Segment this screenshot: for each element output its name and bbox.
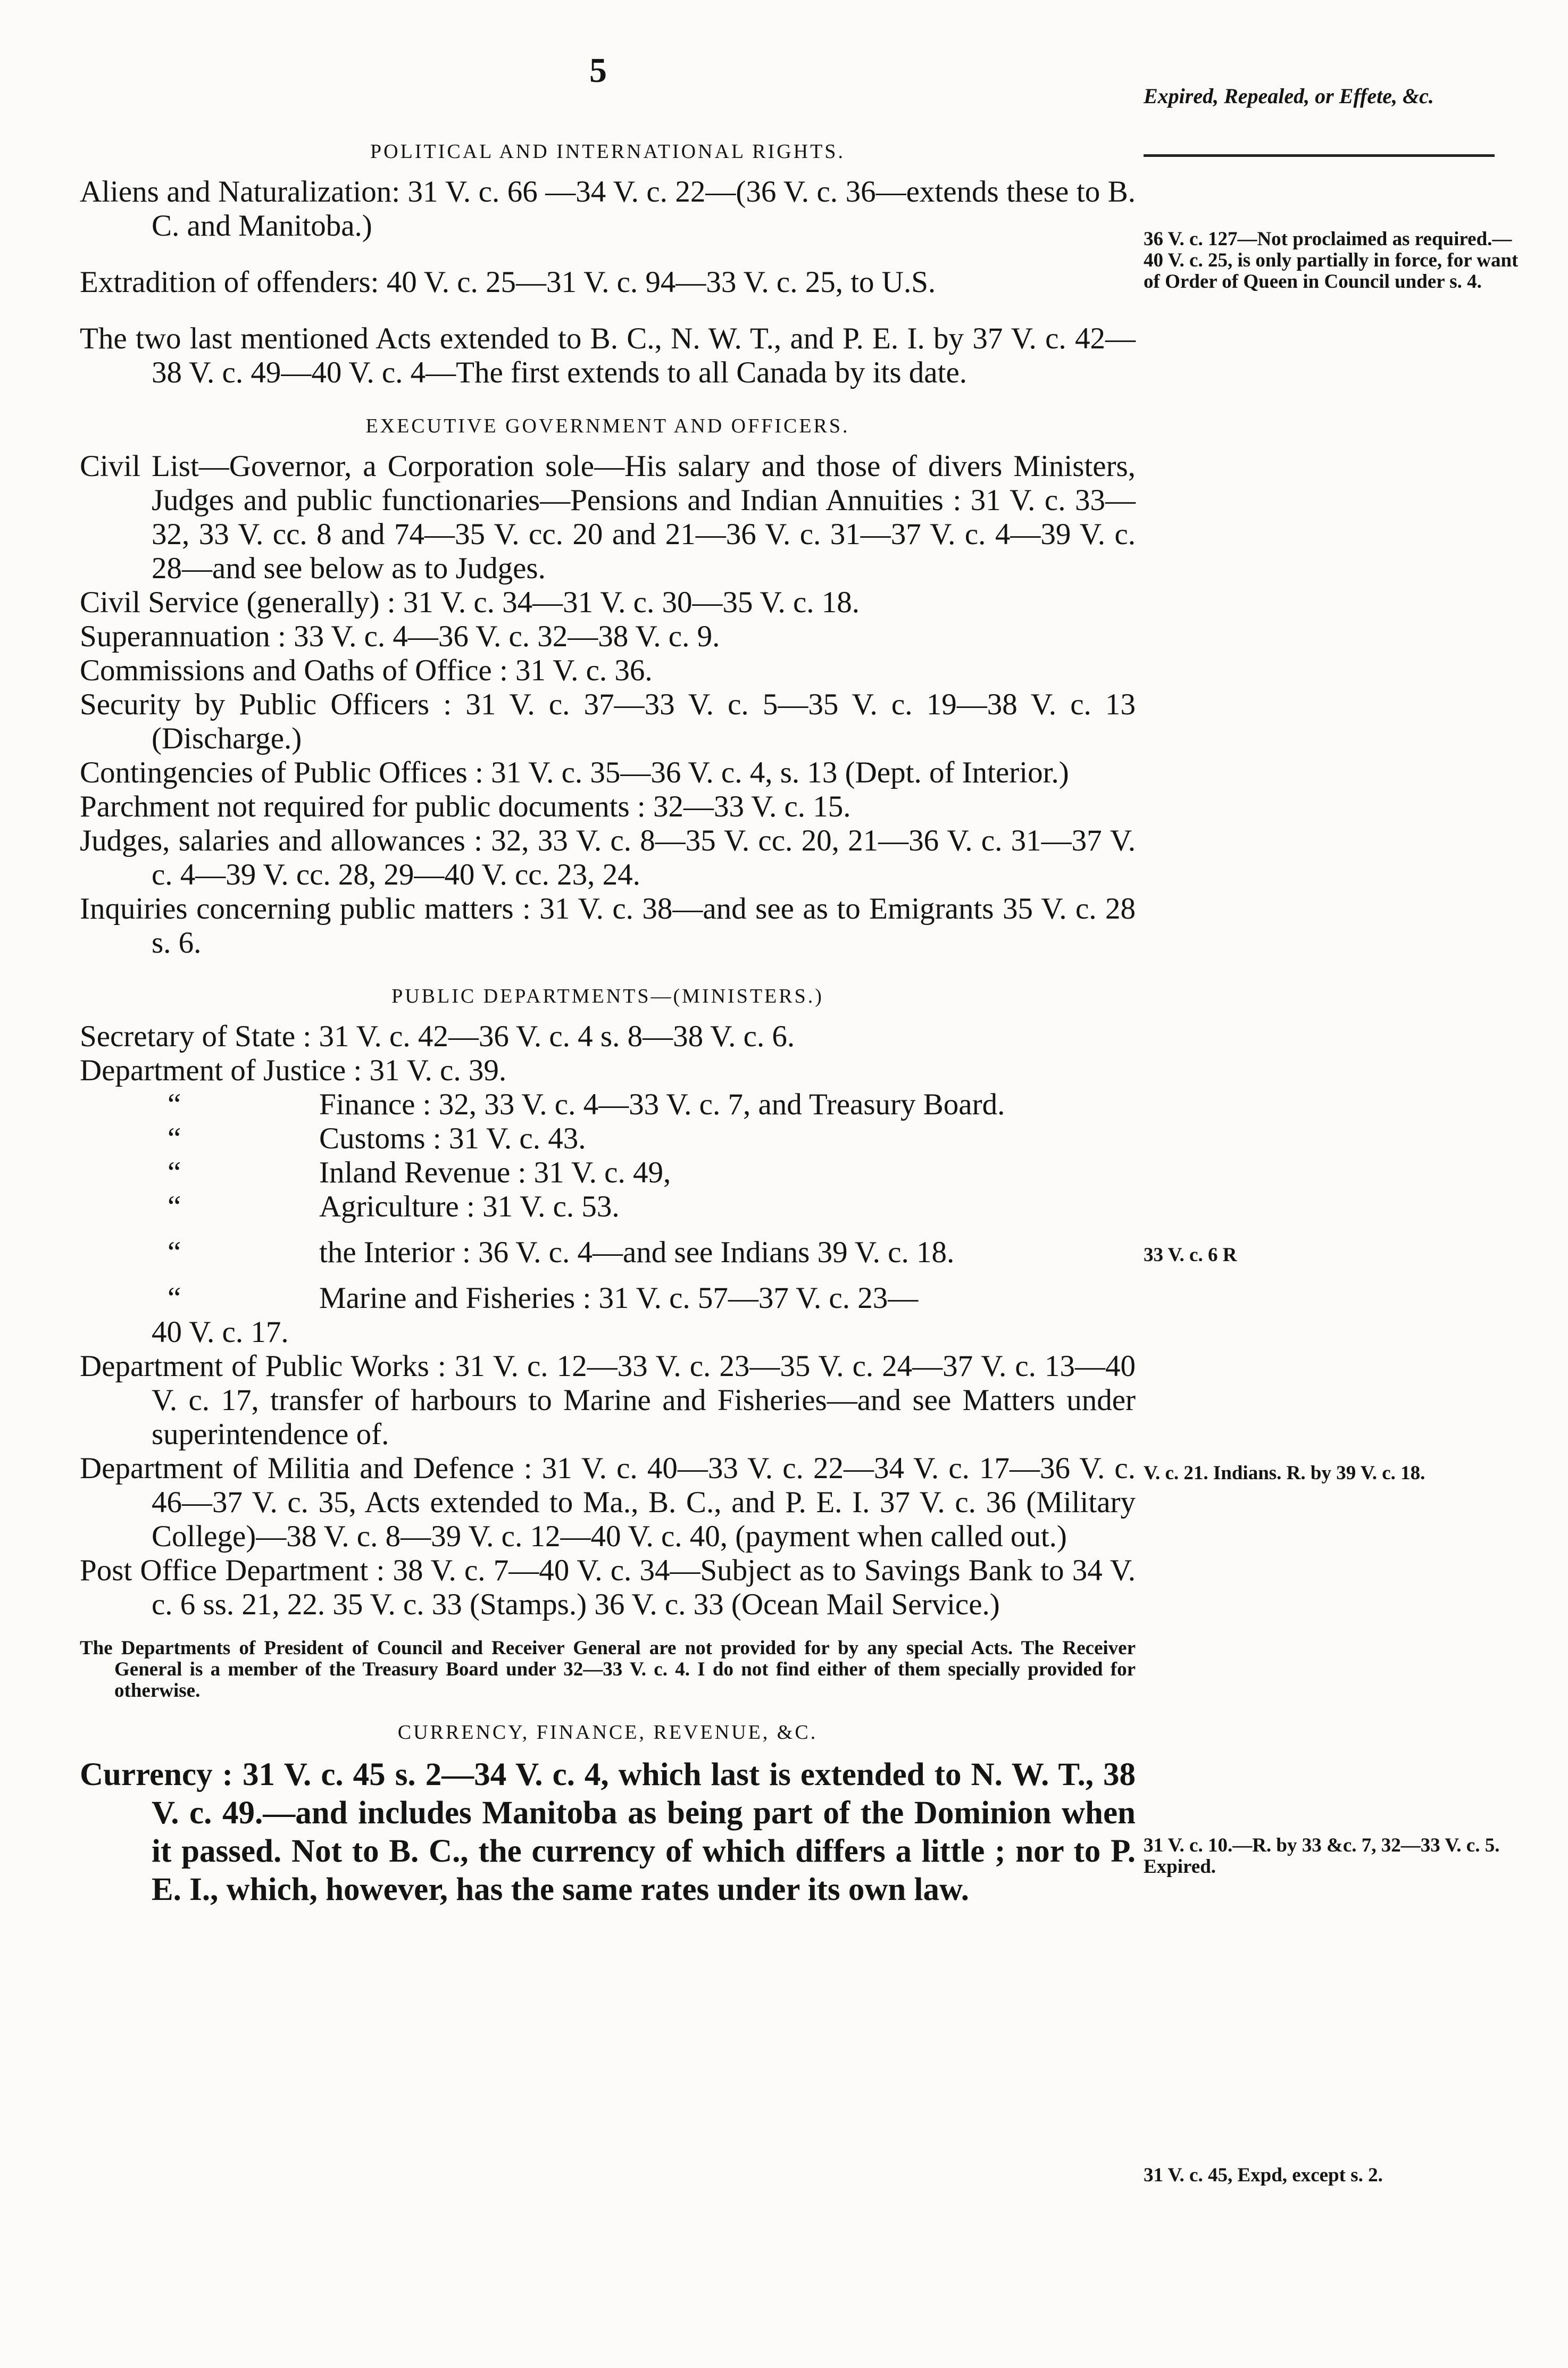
entry-secretary-of-state: Secretary of State : 31 V. c. 42—36 V. c. 4 s. 8—38 V. c. 6. <box>80 1020 795 1053</box>
entry-currency: Currency : 31 V. c. 45 s. 2—34 V. c. 4, which last is extended to N. W. T., 38 V. c. 49.—and includes Manitoba as being part of the Dominion when it passed. Not to B. C., the currency of which differs a little ; nor to P. E. I., which, however, has the same rates under its own law. <box>80 1757 1136 1907</box>
margin-rule <box>1144 154 1495 157</box>
entry-interior <box>80 1236 1136 1270</box>
ditto-text: Finance : 32, 33 V. c. 4—33 V. c. 7, and Treasury Board. <box>319 1088 1005 1121</box>
executive-section <box>80 410 1136 960</box>
entry-customs <box>80 1122 1136 1156</box>
ditto-text: Inland Revenue : 31 V. c. 49, <box>319 1156 671 1189</box>
entry-militia: Department of Militia and Defence : 31 V. c. 40—33 V. c. 22—34 V. c. 17—36 V. c. 46—37 V. c. 35, Acts extended to Ma., B. C., and P. E. I. 37 V. c. 36 (Military College)—38 V. c. 8—39 V. c. 12—40 V. c. 40, (payment when called out.) <box>80 1452 1136 1553</box>
entry-extradition: Extradition of offenders: 40 V. c. 25—31 V. c. 94—33 V. c. 25, to U.S. <box>80 265 936 299</box>
entry-contingencies: Contingencies of Public Offices : 31 V. c. 35—36 V. c. 4, s. 13 (Dept. of Interior.) <box>80 756 1069 789</box>
entry-marine <box>80 1281 1136 1315</box>
departments-note: The Departments of President of Council and Receiver General are not provided for by any special Acts. The Receiver General is a member of the Treasury Board under 32—33 V. c. 4. I do not find either of them specially provided for otherwise. <box>80 1637 1136 1702</box>
entry-justice: Department of Justice : 31 V. c. 39. <box>80 1054 507 1087</box>
main-column <box>80 136 1136 1909</box>
departments-section <box>80 980 1136 1702</box>
entry-public-works: Department of Public Works : 31 V. c. 12—33 V. c. 23—35 V. c. 24—37 V. c. 13—40 V. c. 17, transfer of harbours to Marine and Fisheries—and see Matters under superintendence of. <box>80 1349 1136 1451</box>
section-heading: EXECUTIVE GOVERNMENT AND OFFICERS. <box>365 415 850 437</box>
entry-judges: Judges, salaries and allowances : 32, 33 V. c. 8—35 V. cc. 20, 21—36 V. c. 31—37 V. c. 4—39 V. cc. 28, 29—40 V. cc. 23, 24. <box>80 824 1136 891</box>
ditto-mark: “ <box>168 1190 181 1223</box>
section-heading: CURRENCY, FINANCE, REVENUE, &C. <box>397 1721 818 1744</box>
ditto-mark: “ <box>168 1156 181 1189</box>
entry-commissions: Commissions and Oaths of Office : 31 V. c. 36. <box>80 654 653 687</box>
margin-note-post-office: 31 V. c. 10.—R. by 33 &c. 7, 32—33 V. c. 5. Expired. <box>1144 1835 1500 1878</box>
page-number: 5 <box>589 51 607 90</box>
margin-note-currency: 31 V. c. 45, Expd, except s. 2. <box>1144 2164 1383 2186</box>
currency-section <box>80 1716 1136 1909</box>
margin-note-secretary: 33 V. c. 6 R <box>1144 1244 1237 1266</box>
ditto-text: the Interior : 36 V. c. 4—and see Indians 39 V. c. 18. <box>319 1236 955 1269</box>
entry-aliens: Aliens and Naturalization: 31 V. c. 66 —34 V. c. 22—(36 V. c. 36—extends these to B. C. and Manitoba.) <box>80 175 1136 243</box>
political-section <box>80 136 1136 390</box>
margin-note-interior: V. c. 21. Indians. R. by 39 V. c. 18. <box>1144 1462 1425 1484</box>
section-heading: PUBLIC DEPARTMENTS—(MINISTERS.) <box>391 985 824 1007</box>
ditto-text: Agriculture : 31 V. c. 53. <box>319 1190 620 1223</box>
entry-civil-list: Civil List—Governor, a Corporation sole—His salary and those of divers Ministers, Judges and public functionaries—Pensions and Indian Annuities : 31 V. c. 33—32, 33 V. cc. 8 and 74—35 V. cc. 20 and 21—36 V. c. 31—37 V. c. 4—39 V. c. 28—and see below as to Judges. <box>80 449 1136 585</box>
entry-inquiries: Inquiries concerning public matters : 31 V. c. 38—and see as to Emigrants 35 V. c. 28 s. 6. <box>80 892 1136 960</box>
ditto-text: Customs : 31 V. c. 43. <box>319 1122 586 1155</box>
margin-heading: Expired, Repealed, or Effete, &c. <box>1144 84 1434 108</box>
ditto-mark: “ <box>168 1281 181 1315</box>
entry-finance <box>80 1088 1136 1122</box>
entry-acts-extended: The two last mentioned Acts extended to B. C., N. W. T., and P. E. I. by 37 V. c. 42—38 V. c. 49—40 V. c. 4—The first extends to all Canada by its date. <box>80 322 1136 389</box>
ditto-mark: “ <box>168 1088 181 1121</box>
margin-note-extradition: 36 V. c. 127—Not proclaimed as required.—40 V. c. 25, is only partially in force, for want of Order of Queen in Council under s. 4. <box>1144 228 1519 293</box>
entry-security: Security by Public Officers : 31 V. c. 37—33 V. c. 5—35 V. c. 19—38 V. c. 13 (Discharge.) <box>80 688 1136 755</box>
ditto-text: Marine and Fisheries : 31 V. c. 57—37 V. c. 23— <box>319 1281 919 1315</box>
entry-parchment: Parchment not required for public documents : 32—33 V. c. 15. <box>80 790 851 823</box>
entry-superannuation: Superannuation : 33 V. c. 4—36 V. c. 32—38 V. c. 9. <box>80 620 720 653</box>
section-heading: POLITICAL AND INTERNATIONAL RIGHTS. <box>370 140 845 163</box>
entry-inland-revenue <box>80 1156 1136 1190</box>
entry-marine-continued: 40 V. c. 17. <box>152 1315 289 1349</box>
entry-agriculture <box>80 1190 1136 1224</box>
ditto-mark: “ <box>168 1122 181 1155</box>
entry-civil-service: Civil Service (generally) : 31 V. c. 34—31 V. c. 30—35 V. c. 18. <box>80 586 860 619</box>
entry-post-office: Post Office Department : 38 V. c. 7—40 V. c. 34—Subject as to Savings Bank to 34 V. c. 6 ss. 21, 22. 35 V. c. 33 (Stamps.) 36 V. c. 33 (Ocean Mail Service.) <box>80 1554 1136 1621</box>
ditto-mark: “ <box>168 1236 181 1269</box>
